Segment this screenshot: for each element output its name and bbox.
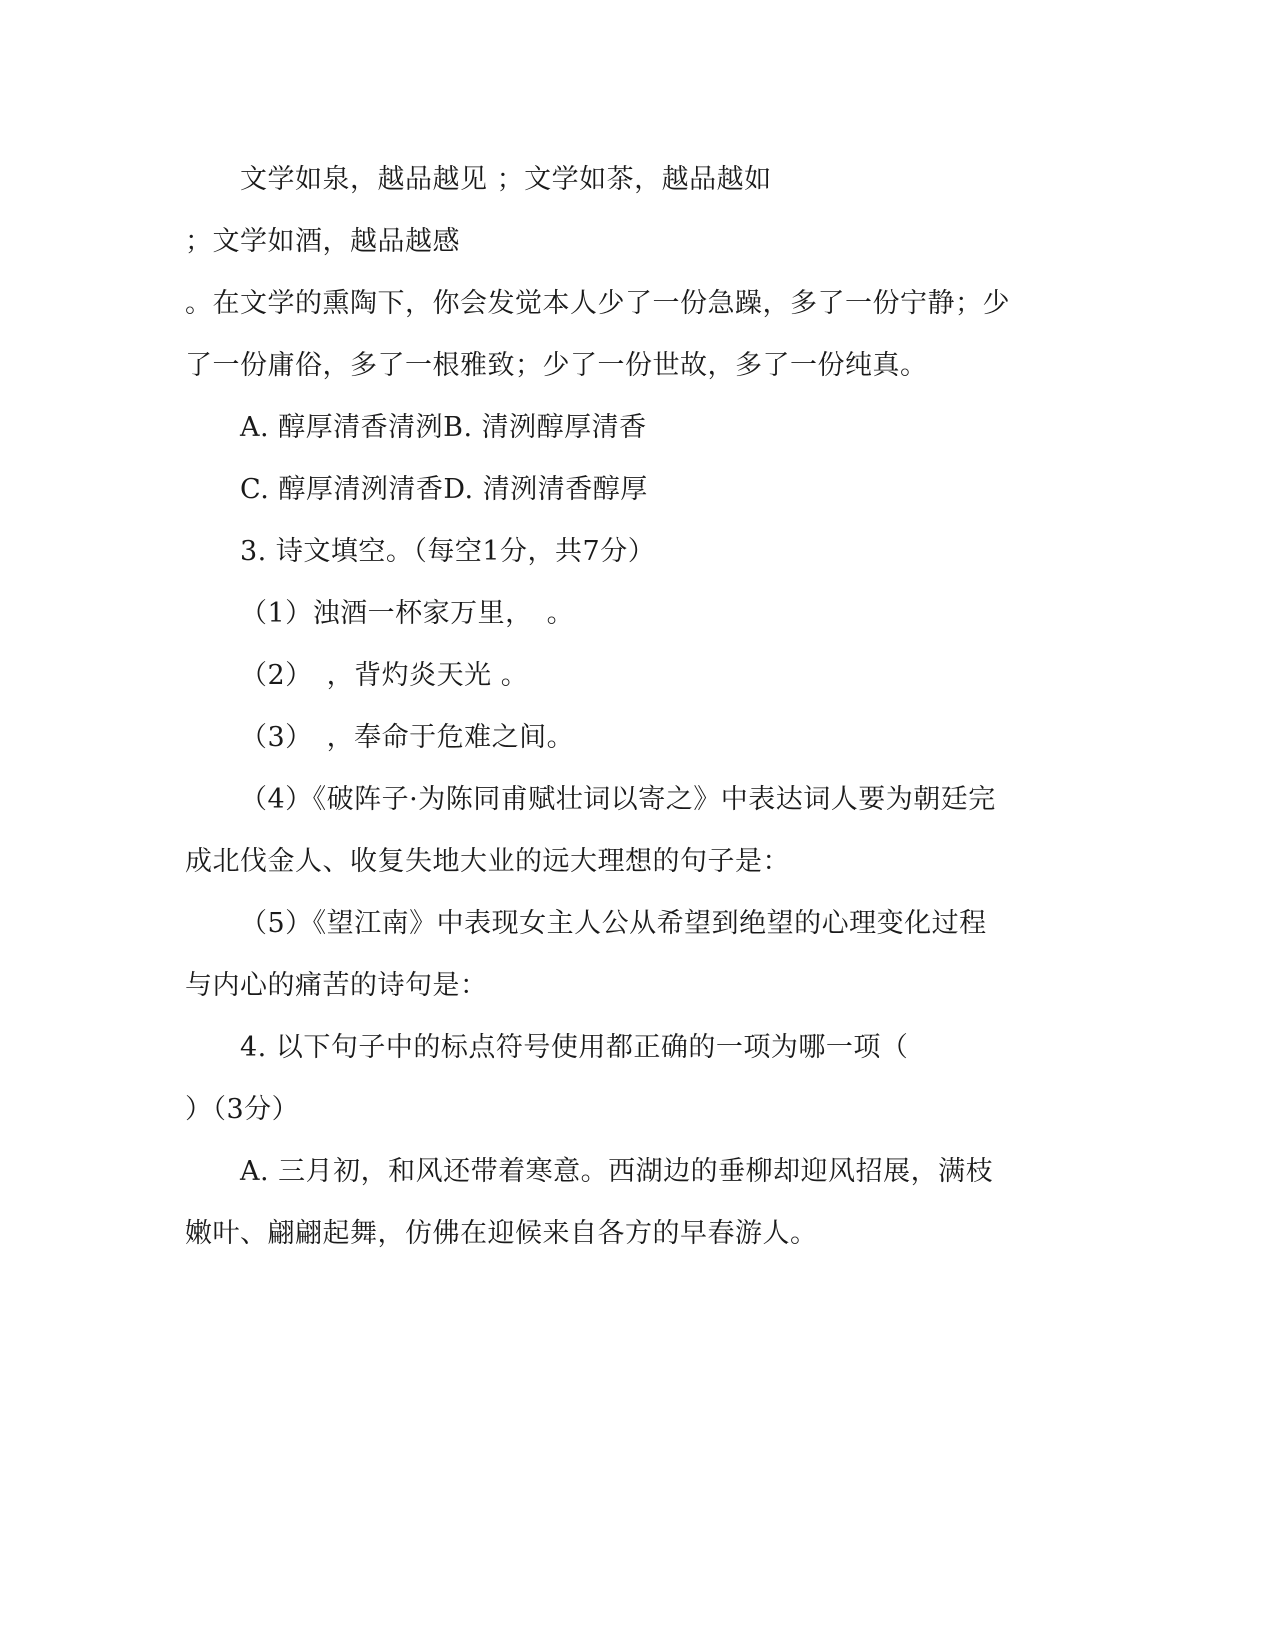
text-line: 嫩叶、翩翩起舞，仿佛在迎候来自各方的早春游人。 xyxy=(185,1218,818,1249)
fill-blank-item: （2） ，背灼炎天光 。 xyxy=(240,660,529,691)
text-line: ；文学如酒，越品越感 xyxy=(185,226,460,257)
question-heading: 4. 以下句子中的标点符号使用都正确的一项为哪一项（ xyxy=(240,1032,909,1063)
text-line: 了一份庸俗，多了一根雅致；少了一份世故，多了一份纯真。 xyxy=(185,350,928,381)
fill-blank-item: （1）浊酒一杯家万里， 。 xyxy=(240,598,575,629)
text-line: 与内心的痛苦的诗句是： xyxy=(185,970,488,1001)
text-line: 成北伐金人、收复失地大业的远大理想的句子是： xyxy=(185,846,790,877)
fill-blank-item: （3） ，奉命于危难之间。 xyxy=(240,722,575,753)
option-line: A. 三月初，和风还带着寒意。西湖边的垂柳却迎风招展，满枝 xyxy=(240,1156,994,1187)
fill-blank-item: （5）《望江南》中表现女主人公从希望到绝望的心理变化过程 xyxy=(240,908,987,939)
text-line: 文学如泉，越品越见 ；文学如茶，越品越如 xyxy=(240,164,772,195)
option-line: A. 醇厚清香清洌B. 清洌醇厚清香 xyxy=(240,412,647,443)
text-line: 。在文学的熏陶下，你会发觉本人少了一份急躁，多了一份宁静；少 xyxy=(185,288,1010,319)
question-heading: 3. 诗文填空。（每空1分，共7分） xyxy=(240,536,656,567)
option-line: C. 醇厚清洌清香D. 清洌清香醇厚 xyxy=(240,474,648,505)
fill-blank-item: （4）《破阵子·为陈同甫赋壮词以寄之》中表达词人要为朝廷完 xyxy=(240,784,996,815)
text-line: ）（3分） xyxy=(185,1094,300,1125)
